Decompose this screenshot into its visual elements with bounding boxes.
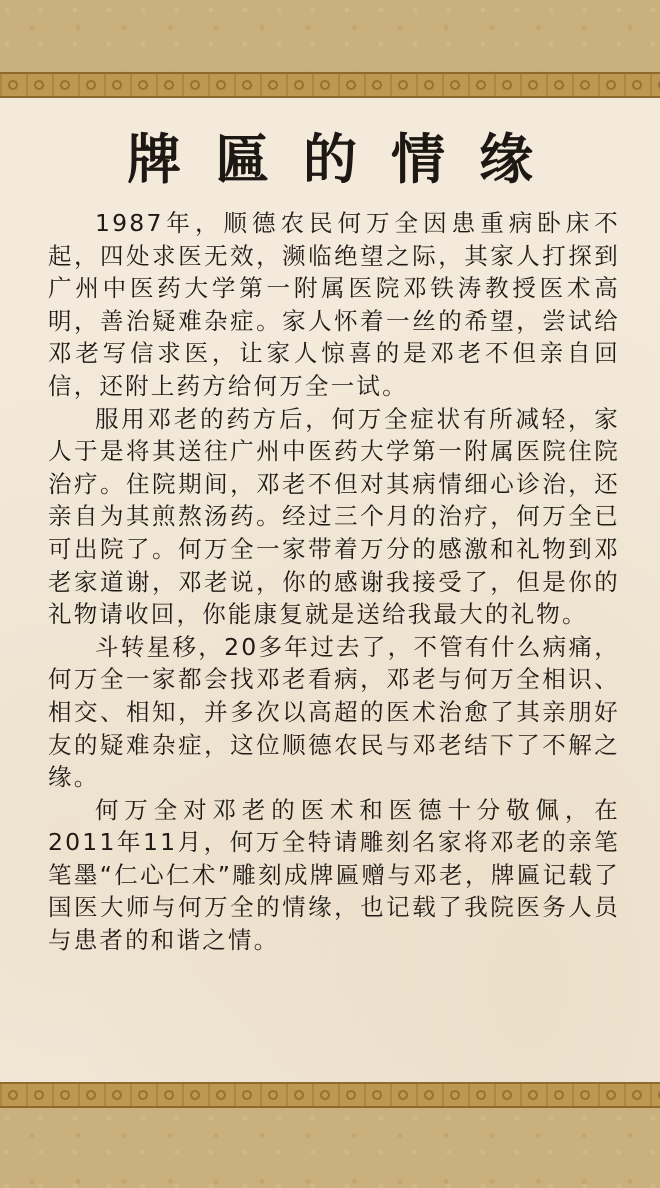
page-title: 牌匾的情缘 [127,127,567,191]
paragraph: 斗转星移，20多年过去了，不管有什么病痛，何万全一家都会找邓老看病，邓老与何万全相识、相交、相知，并多次以高超的医术治愈了其亲朋好友的疑难杂症，这位顺德农民与邓老结下了不解之缘。 [48,632,620,792]
top-pattern-border [0,72,660,98]
article-body [48,207,620,957]
paragraph: 服用邓老的药方后，何万全症状有所减轻，家人于是将其送往广州中医药大学第一附属医院住院治疗。住院期间，邓老不但对其病情细心诊治，还亲自为其煎熬汤药。经过三个月的治疗，何万全已可出院了。何万全一家带着万分的感激和礼物到邓老家道谢，邓老说，你的感谢我接受了，但是你的礼物请收回，你能康复就是送给我最大的礼物。 [48,404,620,629]
scroll-pattern [0,1089,660,1101]
scroll-pattern [0,79,660,91]
bottom-decorative-band [0,1108,660,1188]
paragraph: 何万全对邓老的医术和医德十分敬佩，在2011年11月，何万全特请雕刻名家将邓老的亲笔笔墨“仁心仁术”雕刻成牌匾赠与邓老，牌匾记载了国医大师与何万全的情缘，也记载了我院医务人员与患者的和谐之情。 [48,795,620,955]
top-decorative-band [0,0,660,72]
paragraph: 1987年，顺德农民何万全因患重病卧床不起，四处求医无效，濒临绝望之际，其家人打探到广州中医药大学第一附属医院邓铁涛教授医术高明，善治疑难杂症。家人怀着一丝的希望，尝试给邓老写信求医，让家人惊喜的是邓老不但亲自回信，还附上药方给何万全一试。 [48,209,620,400]
bottom-pattern-border [0,1082,660,1108]
